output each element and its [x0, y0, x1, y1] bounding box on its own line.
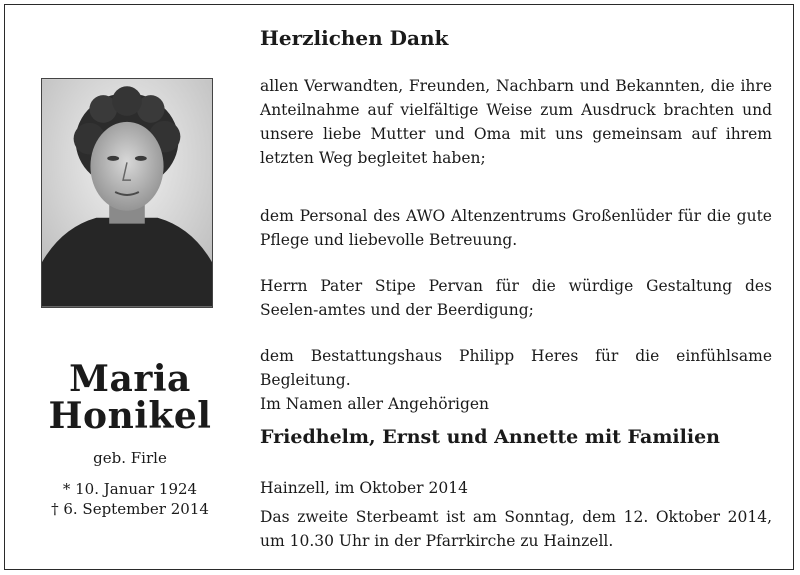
deceased-last-name: Honikel	[48, 395, 212, 437]
place-date: Hainzell, im Oktober 2014	[260, 479, 468, 497]
thanks-paragraph-priest	[260, 274, 772, 322]
thanks-paragraph-funeral-home	[260, 344, 772, 392]
paragraph-text: allen Verwandten, Freunden, Nachbarn und Bekannten, die ihre Anteilnahme auf vielfältige Weise zum Ausdruck brachten und unsere liebe Mutter und Oma mit uns gemeinsam auf ihrem letzten Weg begleitet haben;	[260, 77, 772, 167]
thanks-paragraph-staff	[260, 204, 772, 252]
death-date: † 6. September 2014	[51, 500, 209, 518]
maiden-name: geb. Firle	[93, 449, 167, 467]
birth-date: * 10. Januar 1924	[62, 480, 198, 498]
deceased-first-name: Maria	[69, 358, 191, 400]
family-names: Friedhelm, Ernst und Annette mit Familien	[260, 426, 720, 448]
memorial-mass-note	[260, 505, 772, 553]
paragraph-text: Das zweite Sterbeamt ist am Sonntag, dem 12. Oktober 2014, um 10.30 Uhr in der Pfarrkirche zu Hainzell.	[260, 508, 772, 550]
portrait-photo	[41, 78, 213, 308]
paragraph-text: dem Personal des AWO Altenzentrums Großenlüder für die gute Pflege und liebevolle Betreuung.	[260, 207, 772, 249]
life-dates	[30, 479, 230, 519]
thanks-paragraph-relatives	[260, 74, 772, 170]
paragraph-text: dem Bestattungshaus Philipp Heres für die einfühlsame Begleitung.	[260, 347, 772, 389]
signature-intro: Im Namen aller Angehörigen	[260, 395, 490, 413]
notice-title: Herzlichen Dank	[260, 26, 449, 50]
paragraph-text: Herrn Pater Stipe Pervan für die würdige Gestaltung des Seelen-amtes und der Beerdigung;	[260, 277, 772, 319]
